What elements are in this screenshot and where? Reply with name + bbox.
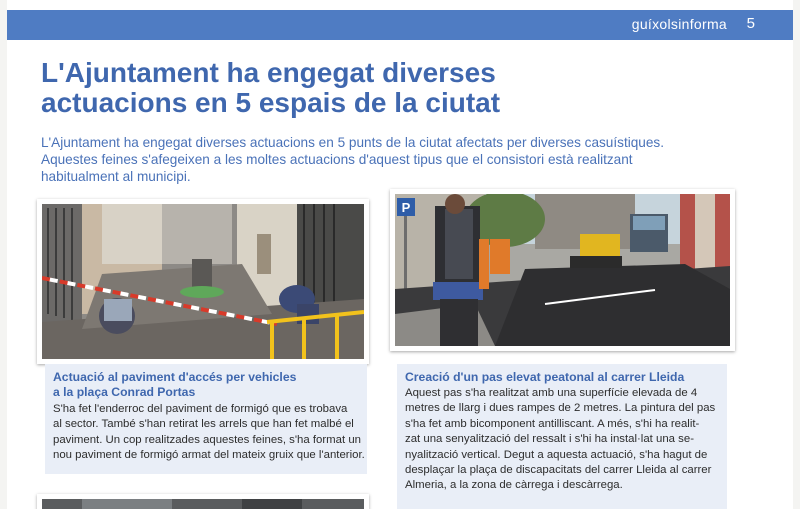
intro-line: L'Ajuntament ha engegat diverses actuacions en 5 punts de la ciutat afectats per diverses casuístiques. [41,135,664,150]
publication-name: guíxolsinforma [631,16,727,32]
body-line: paviment. Un cop realitzades aquestes feines, s'ha format un [53,433,361,446]
caption-title: Creació d'un pas elevat peatonal al carrer Lleida [405,370,685,384]
body-line: S'ha fet l'enderroc del paviment de formigó que es trobava [53,403,348,415]
photo-conrad-portas [37,199,369,364]
headline-line: actuacions en 5 espais de la ciutat [41,87,501,118]
body-line: nou paviment de formigó armat del mateix gruix que l'anterior. [53,449,365,462]
body-line: al sector. També s'han retirat les arrels que han fet malbé el [53,418,354,431]
body-line: zat una senyalització del ressalt i s'hi ha instal·lat una se- [405,433,694,446]
intro-line: Aquestes feines s'afegeixen a les moltes actuacions d'aquest tipus que el consistori està realitzant [41,152,633,167]
caption-title-line: Actuació al paviment d'accés per vehicles [53,370,297,384]
body-line: desplaçar la plaça de discapacitats del carrer Lleida al carrer [405,464,712,477]
caption-body [53,402,365,464]
body-line: s'ha fet amb bicomponent antilliscant. A més, s'hi ha realit- [405,417,700,430]
body-line: Almeria, a la zona de càrrega i descàrrega. [405,479,623,492]
page-number: 5 [746,15,755,32]
caption-title-line: a la plaça Conrad Portas [53,385,196,399]
intro-line: habitualment al municipi. [41,169,191,184]
parking-sign-letter: P [401,200,411,215]
page-edge [793,0,800,509]
caption-conrad-portas [45,364,367,474]
article-headline [41,58,601,118]
photo-street-works [395,194,730,346]
headline-line: L'Ajuntament ha engegat diverses [41,57,496,88]
caption-body [405,386,723,494]
photo-sidewalk-works [42,204,364,359]
caption-carrer-lleida [397,364,727,509]
header-bar [7,10,793,40]
body-line: Aquest pas s'ha realitzat amb una superfície elevada de 4 [405,387,698,399]
article-intro [41,134,741,185]
body-line: metres de llarg i dues rampes de 2 metres. La pintura del pas [405,402,716,415]
body-line: nyalització vertical. Degut a aquesta actuació, s'ha hagut de [405,448,708,461]
caption-title [53,370,296,400]
photo-partial-bottom [37,494,369,509]
newsletter-page [7,0,793,509]
photo-carrer-lleida [390,189,735,351]
photo-partial-content [42,499,364,509]
